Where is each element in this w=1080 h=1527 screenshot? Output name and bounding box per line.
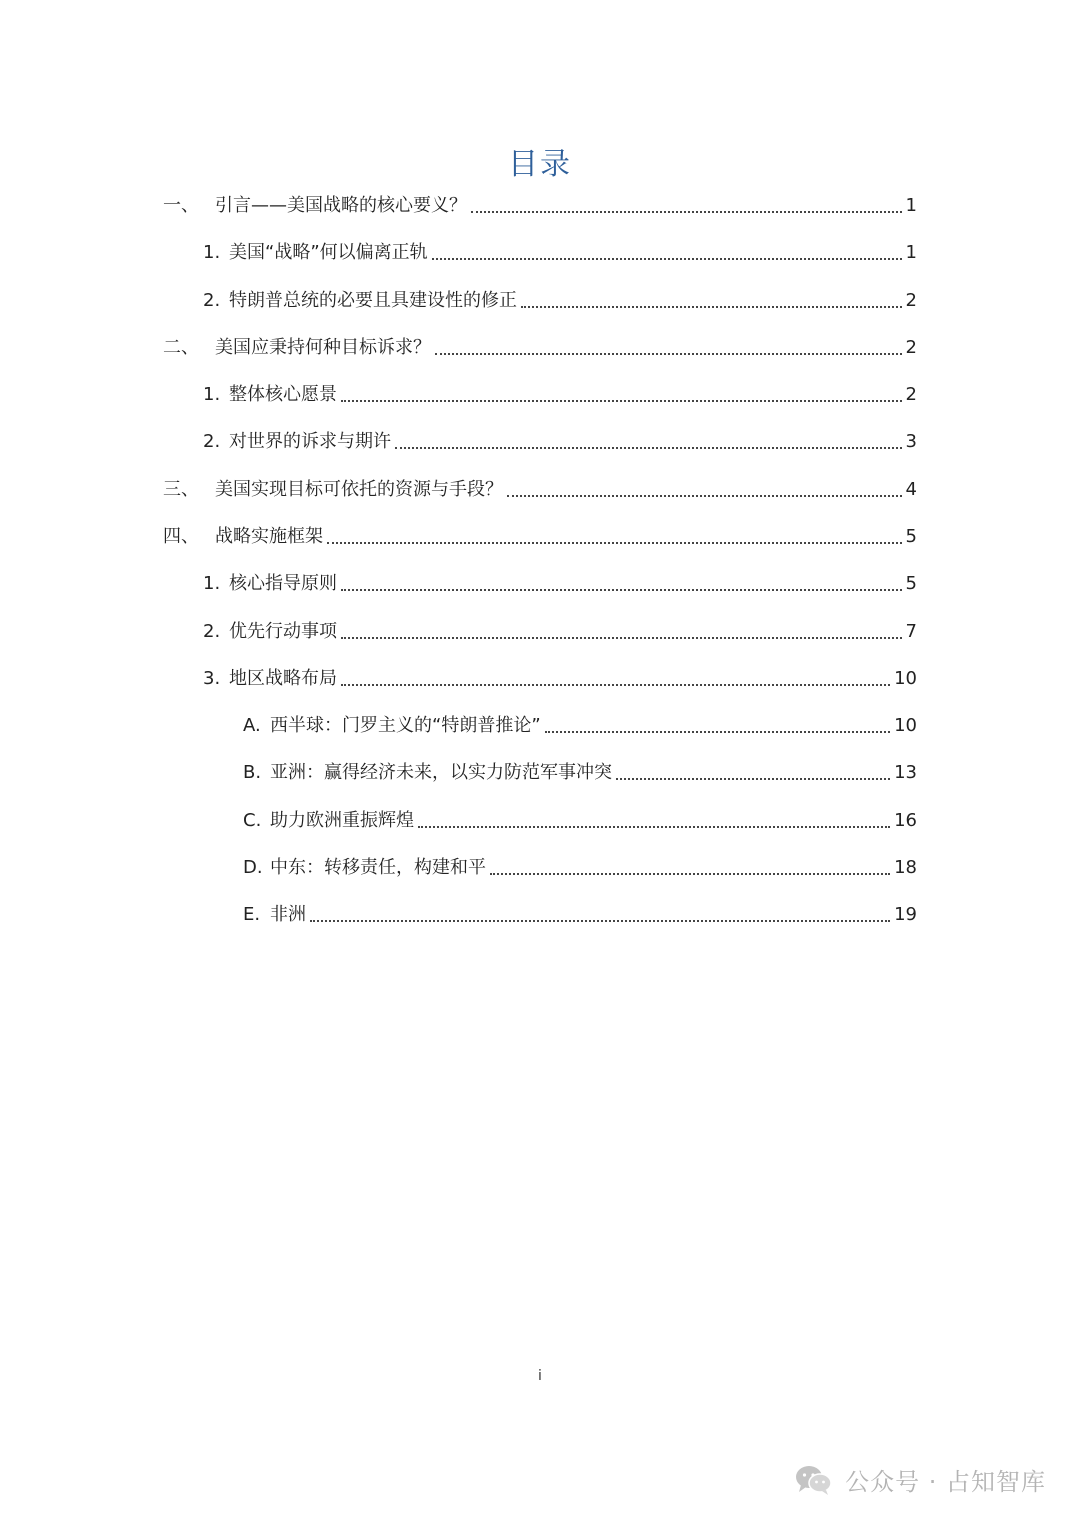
toc-entry-text: 西半球：门罗主义的“特朗普推论” — [270, 715, 541, 736]
toc-entry-number: C. — [243, 810, 262, 831]
toc-entry-page: 19 — [894, 904, 917, 925]
toc-entry-region-c[interactable] — [243, 803, 917, 833]
dot-leader — [341, 589, 902, 591]
toc-entry-subsection-4-2[interactable] — [203, 614, 917, 644]
toc-entry-number: A. — [243, 715, 261, 736]
toc-entry-subsection-1-2[interactable] — [203, 283, 917, 313]
toc-entry-region-d[interactable] — [243, 850, 917, 880]
toc-entry-section-4[interactable] — [163, 519, 917, 549]
toc-entry-page: 1 — [905, 242, 917, 263]
toc-entry-number: 2. — [203, 621, 221, 642]
toc-entry-number: 一、 — [163, 195, 199, 216]
dot-leader — [471, 211, 902, 213]
toc-entry-number: 2. — [203, 431, 221, 452]
toc-entry-region-a[interactable] — [243, 708, 917, 738]
page-number: i — [538, 1368, 542, 1384]
toc-entry-page: 5 — [905, 573, 917, 594]
toc-entry-subsection-1-1[interactable] — [203, 235, 917, 265]
toc-entry-page: 2 — [905, 337, 917, 358]
toc-entry-subsection-2-1[interactable] — [203, 377, 917, 407]
toc-entry-text: 美国“战略”何以偏离正轨 — [229, 242, 428, 263]
toc-entry-page: 13 — [894, 762, 917, 783]
toc-entry-number: 三、 — [163, 479, 199, 500]
toc-entry-section-3[interactable] — [163, 472, 917, 502]
dot-leader — [341, 400, 902, 402]
toc-entry-text: 中东：转移责任，构建和平 — [270, 857, 486, 878]
watermark-text: 公众号 · 占知智库 — [845, 1468, 1046, 1496]
dot-leader — [435, 353, 902, 355]
toc-entry-page: 16 — [894, 810, 917, 831]
dot-leader — [341, 684, 890, 686]
toc-entry-text: 对世界的诉求与期许 — [229, 431, 391, 452]
toc-entry-number: 四、 — [163, 526, 199, 547]
toc-entry-text: 亚洲：赢得经济未来，以实力防范军事冲突 — [270, 762, 612, 783]
toc-entry-number: E. — [243, 904, 261, 925]
dot-leader — [490, 873, 890, 875]
toc-entry-text: 美国应秉持何种目标诉求？ — [215, 337, 431, 358]
toc-entry-number: 2. — [203, 290, 221, 311]
toc-entry-text: 核心指导原则 — [229, 573, 337, 594]
toc-entry-section-2[interactable] — [163, 330, 917, 360]
toc-entry-number: 3. — [203, 668, 221, 689]
dot-leader — [545, 731, 890, 733]
toc-title: 目录 — [508, 147, 572, 182]
dot-leader — [310, 920, 890, 922]
wechat-icon — [795, 1464, 833, 1496]
toc-entry-page: 10 — [894, 715, 917, 736]
toc-entry-page: 3 — [905, 431, 917, 452]
dot-leader — [616, 778, 890, 780]
toc-entry-number: 二、 — [163, 337, 199, 358]
dot-leader — [395, 447, 902, 449]
toc-entry-text: 助力欧洲重振辉煌 — [270, 810, 414, 831]
toc-entry-text: 非洲 — [270, 904, 306, 925]
toc-entry-subsection-2-2[interactable] — [203, 424, 917, 454]
toc-entry-page: 2 — [905, 384, 917, 405]
dot-leader — [521, 306, 902, 308]
toc-entry-page: 7 — [905, 621, 917, 642]
toc-entry-number: 1. — [203, 242, 221, 263]
toc-entry-region-b[interactable] — [243, 755, 917, 785]
toc-entry-page: 4 — [905, 479, 917, 500]
watermark — [795, 1462, 1046, 1497]
dot-leader — [507, 495, 902, 497]
toc-entry-page: 5 — [905, 526, 917, 547]
toc-entry-number: B. — [243, 762, 262, 783]
toc-entry-text: 优先行动事项 — [229, 621, 337, 642]
toc-entry-page: 2 — [905, 290, 917, 311]
toc-entry-page: 1 — [905, 195, 917, 216]
toc-entry-region-e[interactable] — [243, 897, 917, 927]
toc-entry-page: 10 — [894, 668, 917, 689]
dot-leader — [418, 826, 890, 828]
toc-entry-text: 战略实施框架 — [215, 526, 323, 547]
toc-entry-subsection-4-1[interactable] — [203, 566, 917, 596]
toc-entry-text: 整体核心愿景 — [229, 384, 337, 405]
toc-entry-subsection-4-3[interactable] — [203, 661, 917, 691]
toc-entry-text: 特朗普总统的必要且具建设性的修正 — [229, 290, 517, 311]
toc-entry-number: D. — [243, 857, 263, 878]
dot-leader — [341, 637, 902, 639]
toc-entry-text: 美国实现目标可依托的资源与手段？ — [215, 479, 503, 500]
dot-leader — [327, 542, 902, 544]
toc-entry-number: 1. — [203, 384, 221, 405]
toc-entry-text: 引言——美国战略的核心要义？ — [215, 195, 467, 216]
toc-entry-page: 18 — [894, 857, 917, 878]
toc-entry-text: 地区战略布局 — [229, 668, 337, 689]
dot-leader — [432, 258, 902, 260]
toc-entry-section-1[interactable] — [163, 188, 917, 218]
toc-entry-number: 1. — [203, 573, 221, 594]
